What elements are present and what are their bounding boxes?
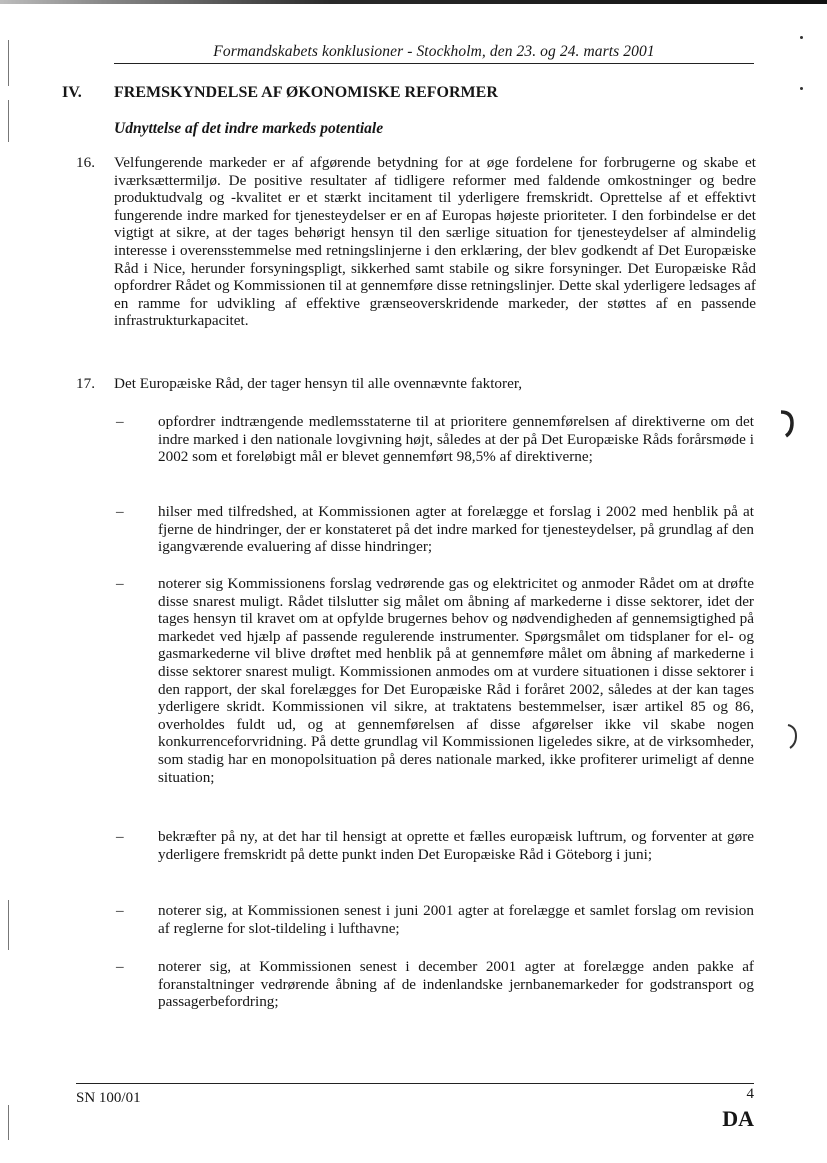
language-code: DA [722,1106,754,1131]
bullet-item [116,575,754,786]
section-heading [62,84,498,102]
bullet-text: noterer sig, at Kommissionen senest i juni 2001 agter at forelægge et samlet forslag om revision af reglerne for slot-tildeling i lufthavne; [158,902,754,937]
scan-artifact-line [8,40,9,86]
page-number: 4 [746,1086,754,1102]
bullet-text: hilser med tilfredshed, at Kommissionen agter at forelægge et forslag i 2002 med henblik på at fjerne de hindringer, der er konstateret på det indre marked for tjenesteydelser, på grundlag af den igangværende evaluering af disse hindringer; [158,503,754,556]
bullet-text: opfordrer indtrængende medlemsstaterne til at prioritere gennemførelsen af direktiverne om det indre marked i den nationale lovgivning højt, således at der på Det Europæiske Råds forårsmøde i 2002 som et foreløbigt mål er blevet gennemført 98,5% af direktiverne; [158,413,754,466]
bullet-item [116,958,754,1011]
bullet-dash: – [116,828,124,845]
bullet-item [116,828,754,863]
scan-artifact-line [8,900,9,950]
bullet-dash: – [116,413,124,430]
footer-rule [76,1083,754,1084]
binder-hole-mark [778,408,798,438]
paragraph-number: 17. [76,375,95,392]
paragraph-text: Velfungerende markeder er af afgørende betydning for at øge fordelene for forbrugerne og skabe et iværksættermiljø. De positive resultater af tidligere reformer med faldende omkostninger og bedre produktudvalg og -kvalitet er et stærkt incitament til yderligere fremskridt. Oprettelse af et effektivt fungerende indre marked for tjenesteydelser er en af Europas højeste prioriteter. I den forbindelse er det vigtigt at sikre, at der tages behørigt hensyn til den særlige situation for tjenesteydelser af almindelig interesse i overensstemmelse med retningslinjerne i den erklæring, der blev godkendt af Det Europæiske Råd i Nice, herunder forsyningspligt, sikkerhed samt stabile og sikre forsyninger. Det Europæiske Råd opfordrer Rådet og Kommissionen til at gennemføre disse retningslinjer. Dette skal yderligere ledsages af en ramme for udvikling af effektive grænseoverskridende markeder, der støttes af en passende infrastrukturkapacitet. [114,154,756,330]
scan-artifact-line [8,1105,9,1140]
bullet-dash: – [116,503,124,520]
scan-artifact-dot [800,36,803,39]
bullet-dash: – [116,575,124,592]
document-reference: SN 100/01 [76,1090,141,1106]
scan-artifact-line [8,100,9,142]
bullet-item [116,902,754,937]
bullet-dash: – [116,958,124,975]
paragraph-17 [76,375,756,393]
paragraph-text: Det Europæiske Råd, der tager hensyn til alle ovennævnte faktorer, [114,375,523,392]
running-header: Formandskabets konklusioner - Stockholm, den 23. og 24. marts 2001 [213,43,655,60]
scan-top-border [0,0,827,4]
paragraph-number: 16. [76,154,95,171]
scan-artifact-dot [800,87,803,90]
bullet-item [116,503,754,556]
section-number: IV. [62,84,82,101]
bullet-text: bekræfter på ny, at det har til hensigt at oprette et fælles europæisk luftrum, og forventer at gøre yderligere fremskridt på dette punkt inden Det Europæiske Råd i Göteborg i juni; [158,828,754,863]
paragraph-16 [76,154,756,330]
bullet-text: noterer sig, at Kommissionen senest i december 2001 agter at forelægge anden pakke af foranstaltninger vedrørende åbning af de indenlandske jernbanemarkeder for godstransport og passagerbefordring; [158,958,754,1011]
header-rule [114,63,754,64]
binder-hole-mark [785,722,801,750]
bullet-dash: – [116,902,124,919]
bullet-text: noterer sig Kommissionens forslag vedrørende gas og elektricitet og anmoder Rådet om at drøfte disse snarest muligt. Rådet tilslutter sig målet om åbning af markederne i disse sektorer, idet der tages hensyn til kravet om at opfylde brugernes behov og nødvendigheden af gennemsigtighed på markedet ved hjælp af passende regulerende instrumenter. Spørgsmålet om tidsplaner for el- og gasmarkederne vil blive drøftet med henblik på at gennemføre målet om åbning af markederne i disse sektorer snarest muligt. Kommissionen anmodes om at vurdere situationen i disse sektorer i den rapport, der skal forelægges for Det Europæiske Råd i foråret 2002, således at der kan tages yderligere skridt. Kommissionen vil sikre, at traktatens bestemmelser, især artikel 85 og 86, overholdes fuldt ud, og at gennemførelsen af disse afgørelser ikke vil skabe nogen konkurrenceforvridning. På dette grundlag vil Kommissionen ligeledes sikre, at de virksomheder, som stadig har en monopolsituation på deres nationale marked, ikke profiterer urimeligt af denne situation; [158,575,754,786]
bullet-item [116,413,754,466]
section-subtitle: Udnyttelse af det indre markeds potentiale [114,120,384,137]
section-title: FREMSKYNDELSE AF ØKONOMISKE REFORMER [114,84,498,101]
